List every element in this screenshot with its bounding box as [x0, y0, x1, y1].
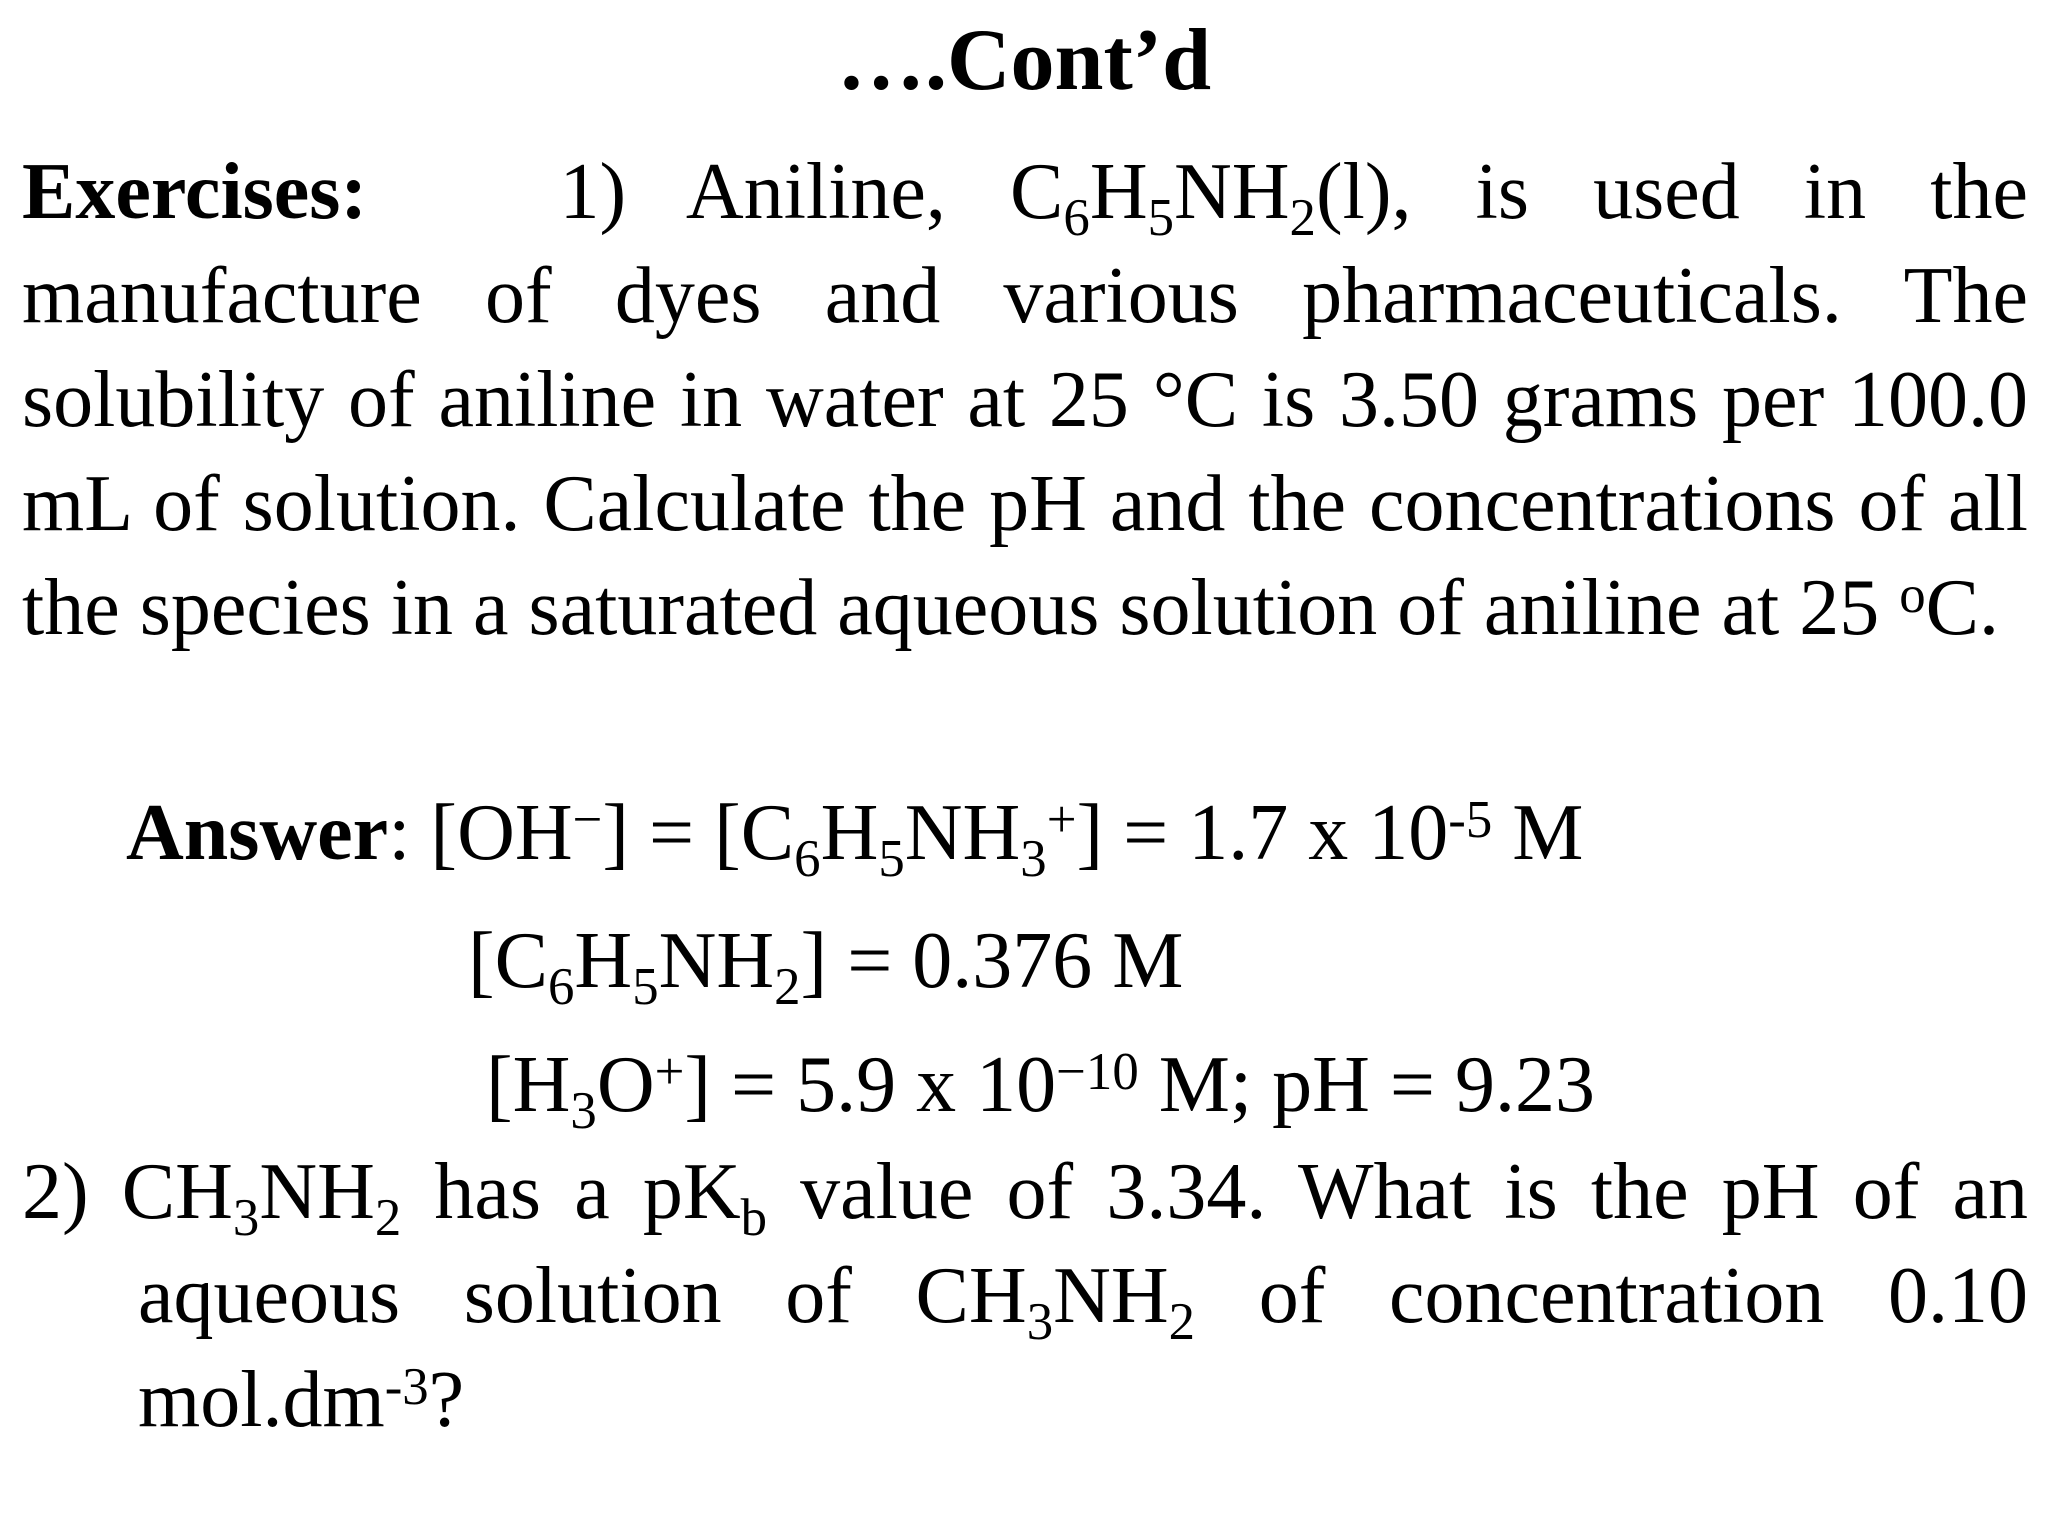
exercise-2-line-1: 2) $CH_3NH_2$ has a $pK_b$ value of 3.34. What is the pH of an — [22, 1148, 2028, 1247]
slide-title: ….Cont’d — [836, 12, 1212, 109]
exercise-2-continuation: aqueous solution of $CH_3NH_2$ of concentration 0.10 $mol.dm^{-3}$? — [138, 1252, 2028, 1444]
answer-label: Answer — [126, 789, 389, 877]
exercise-2-text — [22, 1140, 2028, 1452]
exercises-heading: Exercises: — [22, 148, 368, 236]
exercise-1-text: Exercises: 1) Aniline, $C_6H_5NH_2(l)$, is used in the manufacture of dyes and various pharmaceuticals. The solubility of aniline in water at 25 °C is 3.50 grams per 100.0 mL of solution. Calculate the pH and the concentrations of all the species in a saturated aqueous solution of aniline at 25 $^o$C. — [22, 148, 2029, 652]
answer-line-1: Answer: $[OH^-] = [C_6H_5NH_3^+] = 1.7$ x $10^{-5}$ M — [126, 789, 1584, 888]
answer-line-2: $[C_6H_5NH_2] = 0.376$ M — [468, 917, 1184, 1016]
answer-line-3: $[H_3O^+] = 5.9$ x $10^{-10}$ M; pH = 9.23 — [486, 1041, 1595, 1140]
